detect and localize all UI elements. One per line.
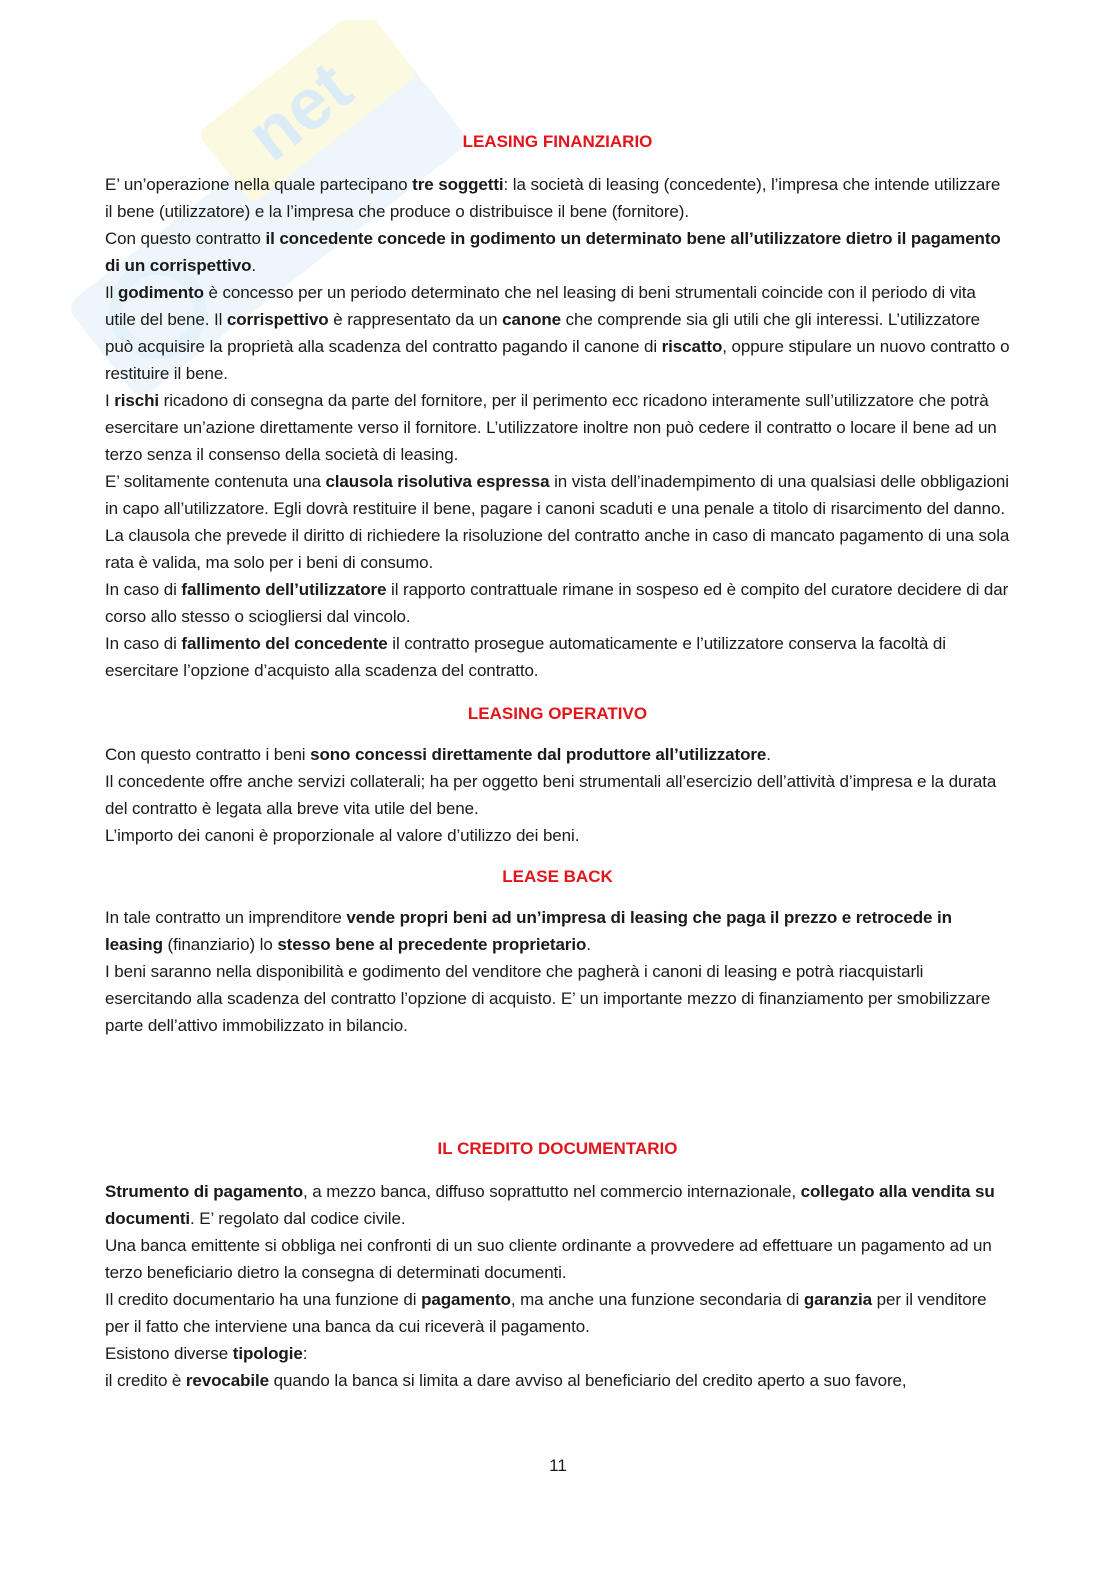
text-run: . [586, 935, 591, 954]
paragraph [105, 225, 1010, 279]
text-run: (finanziario) lo [162, 935, 278, 954]
text-run: per il venditore per il fatto che interviene una banca da cui riceverà il pagamento. [105, 1290, 987, 1336]
bold-text-run: pagamento [421, 1290, 511, 1309]
bold-text-run: corrispettivo [226, 310, 329, 329]
text-run: ricadono di consegna da parte del fornitore, per il perimento ecc ricadono interamente sull’utilizzatore che potrà esercitare un’azione direttamente verso il fornitore. L’utilizzatore inoltre non può cedere il contratto o locare il bene ad un terzo senza il consenso della società di leasing. [105, 391, 997, 464]
paragraph [105, 630, 1010, 684]
bold-text-run: tre soggetti [412, 175, 504, 194]
text-run: quando la banca si limita a dare avviso al beneficiario del credito aperto a suo favore, [269, 1371, 907, 1390]
paragraph [105, 904, 1010, 958]
section-credito-documentario [105, 1135, 1010, 1394]
bold-text-run: il concedente concede in godimento un determinato bene all’utilizzatore dietro il pagamento di un corrispettivo [105, 229, 1001, 275]
text-run: In caso di [105, 634, 182, 653]
text-run: Con questo contratto i beni [105, 745, 311, 764]
text-run: Con questo contratto [105, 229, 266, 248]
text-run: , ma anche una funzione secondaria di [510, 1290, 804, 1309]
bold-text-run: stesso bene al precedente proprietario [277, 935, 587, 954]
text-run: I [105, 391, 115, 410]
text-run: Il concedente offre anche servizi collaterali; ha per oggetto beni strumentali all’esercizio dell’attività d’impresa e la durata del contratto è legata alla breve vita utile del bene. [105, 772, 997, 818]
bold-text-run: Strumento di pagamento [105, 1182, 304, 1201]
text-run: . [766, 745, 771, 764]
text-run: : [302, 1344, 308, 1363]
bold-text-run: vende propri beni ad un’impresa di leasing che paga il prezzo e retrocede in leasing [105, 908, 952, 954]
bold-text-run: riscatto [661, 337, 723, 356]
text-run: Esistono diverse [105, 1344, 233, 1363]
text-run: E’ un’operazione nella quale partecipano [105, 175, 413, 194]
bold-text-run: tipologie [232, 1344, 303, 1363]
paragraph [105, 522, 1010, 576]
text-run: . [251, 256, 257, 275]
paragraph [105, 279, 1010, 387]
text-run: il credito è [105, 1371, 186, 1390]
text-run: Una banca emittente si obbliga nei confronti di un suo cliente ordinante a provvedere ad effettuare un pagamento ad un terzo beneficiario dietro la consegna di determinati documenti. [105, 1236, 992, 1282]
text-run: L’importo dei canoni è proporzionale al valore d’utilizzo dei beni. [105, 826, 580, 845]
text-run: in vista dell’inadempimento di una qualsiasi delle obbligazioni in capo all’utilizzatore. Egli dovrà restituire il bene, pagare i canoni scaduti e una penale a titolo di risarcimento del danno. [105, 472, 1009, 518]
paragraph [105, 1232, 1010, 1286]
bold-text-run: clausola risolutiva espressa [325, 472, 550, 491]
text-run: In tale contratto un imprenditore [105, 908, 347, 927]
paragraph [105, 387, 1010, 468]
bold-text-run: godimento [117, 283, 204, 302]
text-run: Il [105, 283, 118, 302]
bold-text-run: rischi [114, 391, 160, 410]
paragraph [105, 171, 1010, 225]
page-number: 11 [549, 1456, 567, 1475]
paragraph [105, 741, 1010, 768]
text-run: , a mezzo banca, diffuso soprattutto nel commercio internazionale, [303, 1182, 801, 1201]
paragraph [105, 1367, 1010, 1394]
bold-text-run: revocabile [185, 1371, 270, 1390]
paragraph [105, 1178, 1010, 1232]
section-heading: IL CREDITO DOCUMENTARIO [437, 1139, 678, 1158]
section-heading: LEASING OPERATIVO [467, 704, 648, 723]
watermark-text: net [232, 46, 367, 177]
bold-text-run: canone [502, 310, 562, 329]
text-run: è concesso per un periodo determinato che nel leasing di beni strumentali coincide con il periodo di vita utile del bene. Il [105, 283, 976, 329]
bold-text-run: collegato alla vendita su documenti [105, 1182, 995, 1228]
section-heading: LEASING FINANZIARIO [462, 132, 653, 151]
paragraph [105, 1286, 1010, 1340]
section-lease-back [105, 863, 1010, 1039]
paragraph [105, 822, 1010, 849]
text-run: il contratto prosegue automaticamente e l’utilizzatore conserva la facoltà di esercitare l’opzione d’acquisto alla scadenza del contratto. [105, 634, 946, 680]
document-page [105, 128, 1010, 1394]
text-run: I beni saranno nella disponibilità e godimento del venditore che pagherà i canoni di leasing e potrà riacquistarli esercitando alla scadenza del contratto l’opzione di acquisto. E’ un importante mezzo di finanziamento per smobilizzare parte dell’attivo immobilizzato in bilancio. [105, 962, 991, 1035]
paragraph [105, 576, 1010, 630]
text-run: E’ solitamente contenuta una [105, 472, 326, 491]
paragraph [105, 1340, 1010, 1367]
paragraph [105, 958, 1010, 1039]
paragraph [105, 768, 1010, 822]
text-run: In caso di [105, 580, 182, 599]
bold-text-run: sono concessi direttamente dal produttore all’utilizzatore [310, 745, 767, 764]
section-heading: LEASE BACK [502, 867, 613, 886]
section-leasing-finanziario [105, 128, 1010, 684]
bold-text-run: garanzia [803, 1290, 872, 1309]
text-run: che comprende sia gli utili che gli interessi. L’utilizzatore può acquisire la proprietà alla scadenza del contratto pagando il canone di [105, 310, 981, 356]
text-run: : la società di leasing (concedente), l’impresa che intende utilizzare il bene (utilizzatore) e la l’impresa che produce o distribuisce il bene (fornitore). [105, 175, 1001, 221]
text-run: è rappresentato da un [328, 310, 503, 329]
paragraph [105, 468, 1010, 522]
text-run: La clausola che prevede il diritto di richiedere la risoluzione del contratto anche in caso di mancato pagamento di una sola rata è valida, ma solo per i beni di consumo. [105, 526, 1010, 572]
text-run: Il credito documentario ha una funzione di [105, 1290, 422, 1309]
text-run: il rapporto contrattuale rimane in sospeso ed è compito del curatore decidere di dar corso allo stesso o sciogliersi dal vincolo. [105, 580, 1009, 626]
text-run: , oppure stipulare un nuovo contratto o restituire il bene. [105, 337, 1010, 383]
text-run: . E’ regolato dal codice civile. [190, 1209, 406, 1228]
section-leasing-operativo [105, 700, 1010, 849]
bold-text-run: fallimento del concedente [181, 634, 388, 653]
bold-text-run: fallimento dell’utilizzatore [181, 580, 387, 599]
